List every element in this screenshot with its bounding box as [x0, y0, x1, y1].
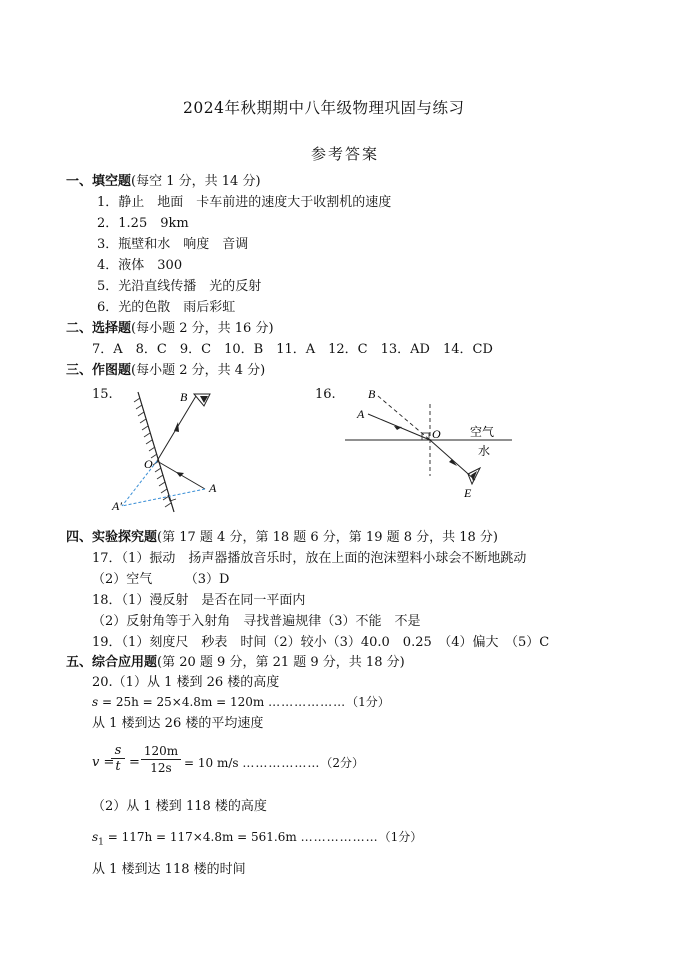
v-lhs: v = [92, 755, 115, 770]
section-label: 填空题 [92, 174, 132, 189]
answer-line: 4．液体 300 [97, 258, 183, 273]
frac-num: s [111, 743, 125, 759]
answer-line: 从 1 楼到达 118 楼的时间 [92, 862, 246, 877]
label-A: A [209, 481, 217, 495]
section-heading-choice [66, 321, 274, 337]
eq-subscript: 1 [98, 837, 104, 848]
answer-line: 20.（1）从 1 楼到 26 楼的高度 [92, 675, 280, 690]
answer-line: 3．瓶壁和水 响度 音调 [97, 237, 249, 252]
section-prefix: 五、 [66, 655, 93, 670]
section-note: (每小题 2 分，共 4 分) [131, 363, 266, 378]
v-value: = 10 m/s [184, 756, 239, 770]
choice-answers: 7．A 8．C 9．C 10．B 11．A 12．C 13．AD 14．CD [92, 342, 493, 357]
answer-line: 1．静止 地面 卡车前进的速度大于收割机的速度 [97, 195, 392, 210]
section-note: (每小题 2 分，共 16 分) [131, 321, 274, 336]
answer-line: 5．光沿直线传播 光的反射 [97, 279, 262, 294]
label-E: E [464, 486, 472, 500]
answer-line: （2）从 1 楼到 118 楼的高度 [92, 799, 267, 814]
answer-line: 18．（1）漫反射 是否在同一平面内 [92, 593, 306, 608]
eq-body: = 25h = 25×4.8m = 120m [98, 695, 265, 709]
section-prefix: 四、 [66, 530, 93, 545]
section-prefix: 一、 [66, 174, 93, 189]
eq-lhs: s [92, 830, 99, 844]
answer-line: 19．（1）刻度尺 秒表 时间（2）较小（3）40.0 0.25 （4）偏大 （5）C [92, 635, 550, 650]
label-water: 水 [478, 444, 491, 458]
frac-den: 12s [150, 761, 172, 775]
question-number-15: 15. [92, 387, 113, 402]
section-label: 选择题 [92, 321, 132, 336]
section-label: 实验探究题 [92, 530, 158, 545]
section-note: (第 17 题 4 分，第 18 题 6 分，第 19 题 8 分，共 18 分) [157, 530, 499, 545]
section-heading-calc [66, 655, 405, 671]
answer-line: 6．光的色散 雨后彩虹 [97, 300, 236, 315]
answer-line: 17．（1）振动 扬声器播放音乐时，放在上面的泡沫塑料小球会不断地跳动 [92, 551, 527, 566]
page-subtitle: 参考答案 [311, 145, 380, 163]
label-O: O [144, 457, 153, 471]
eq-sign: = [129, 755, 140, 770]
figure-15-mirror-diagram [110, 382, 250, 522]
label-air: 空气 [470, 425, 495, 439]
section-heading-fill-blank [66, 174, 261, 190]
label-B: B [368, 387, 376, 401]
page-title: 2024年秋期期中八年级物理巩固与练习 [183, 99, 465, 117]
label-O: O [432, 427, 441, 441]
label-A: A [357, 407, 365, 421]
figure-16-refraction-diagram [340, 382, 515, 502]
eq-score: （2分） [320, 756, 365, 770]
section-label: 综合应用题 [92, 655, 158, 670]
frac-num: 120m [141, 743, 181, 760]
v-result [184, 755, 364, 771]
frac-den: t [115, 759, 121, 774]
eq-dots: ……………… [300, 830, 379, 844]
equation-height-26 [92, 694, 390, 710]
answer-line: 2．1.25 9km [97, 216, 189, 231]
label-A-prime: A′ [112, 499, 122, 513]
section-prefix: 三、 [66, 363, 93, 378]
answer-line: （2）反射角等于入射角 寻找普遍规律（3）不能 不是 [92, 614, 421, 629]
answer-line: 从 1 楼到达 26 楼的平均速度 [92, 716, 264, 731]
eq-dots: ……………… [268, 695, 347, 709]
fraction-120m-over-12s [141, 743, 181, 776]
answer-line: （2）空气 （3）D [92, 572, 230, 587]
eq-body: = 117h = 117×4.8m = 561.6m [103, 830, 297, 844]
question-number-16: 16. [315, 387, 336, 402]
section-heading-experiment [66, 530, 498, 546]
section-prefix: 二、 [66, 321, 93, 336]
eq-score: （1分） [346, 695, 390, 709]
section-note: (第 20 题 9 分，第 21 题 9 分，共 18 分) [157, 655, 405, 670]
label-B: B [180, 390, 188, 404]
eq-dots: ……………… [242, 756, 321, 770]
section-heading-drawing [66, 363, 265, 379]
section-note: (每空 1 分，共 14 分) [131, 174, 261, 189]
eq-score: （1分） [378, 830, 423, 844]
eq-lhs: s [92, 695, 99, 709]
fraction-s-over-t [111, 743, 125, 774]
section-label: 作图题 [92, 363, 132, 378]
equation-height-118 [92, 829, 422, 850]
